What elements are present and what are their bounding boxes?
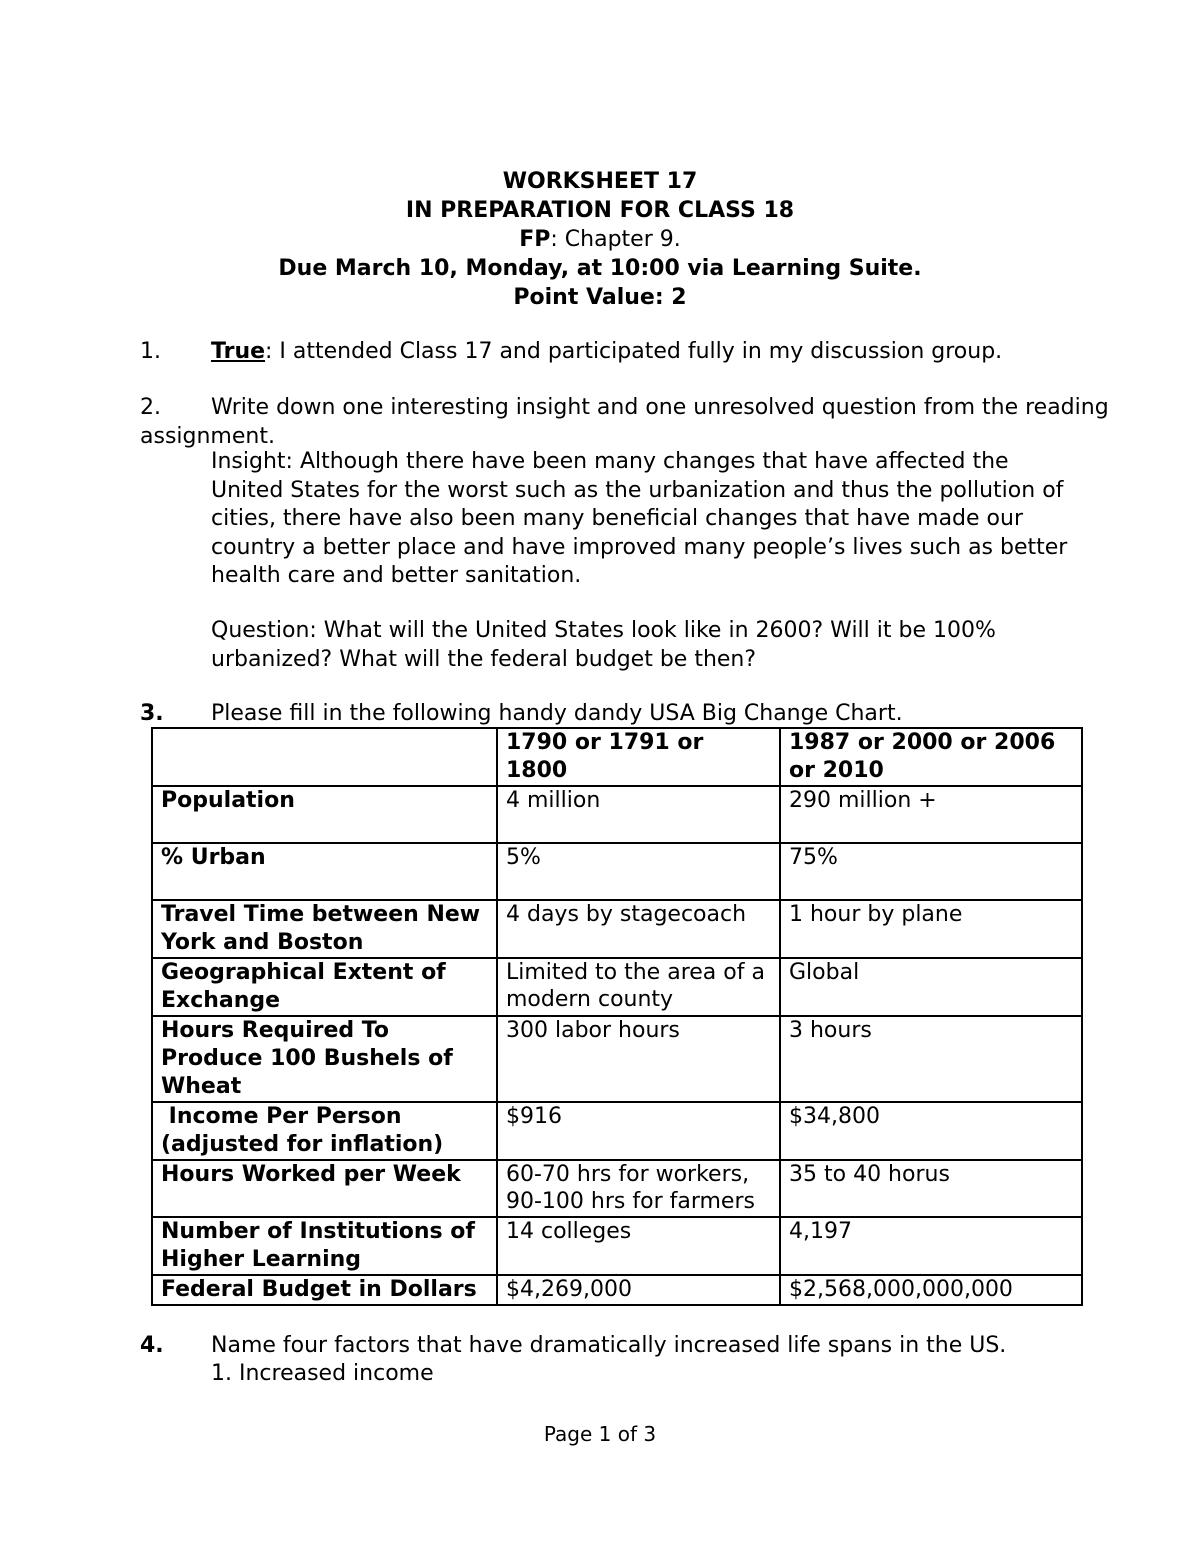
row-value-b: 290 million + — [780, 786, 1082, 843]
row-label: % Urban — [152, 843, 497, 900]
table-row — [152, 1016, 1082, 1102]
q4-prompt: Name four factors that have dramatically increased life spans in the US. — [211, 1333, 1007, 1358]
q2-question: Question: What will the United States look like in 2600? Will it be 100% urbanized? What will the federal budget be then? — [211, 618, 996, 672]
row-label: Number of Institutions of Higher Learning — [152, 1217, 497, 1275]
due-date: Due March 10, Monday, at 10:00 via Learning Suite. — [278, 256, 922, 281]
table-row — [152, 958, 1082, 1016]
worksheet-title: WORKSHEET 17 — [502, 169, 698, 194]
fp-label: FP — [519, 227, 551, 252]
table-header-empty — [152, 728, 497, 786]
row-value-b: 1 hour by plane — [780, 900, 1082, 958]
q4-number: 4. — [140, 1333, 164, 1358]
row-value-a: 4 days by stagecoach — [497, 900, 780, 958]
row-value-b: 3 hours — [780, 1016, 1082, 1102]
q1-true-label: True — [211, 339, 266, 364]
row-label: Federal Budget in Dollars — [152, 1275, 497, 1305]
row-value-a: 60-70 hrs for workers, 90-100 hrs for farmers — [497, 1160, 780, 1217]
point-value: Point Value: 2 — [513, 285, 687, 310]
row-value-a: 5% — [497, 843, 780, 900]
row-value-a: $4,269,000 — [497, 1275, 780, 1305]
table-row — [152, 900, 1082, 958]
row-label: Geographical Extent of Exchange — [152, 958, 497, 1016]
table-row — [152, 843, 1082, 900]
table-header-row — [152, 728, 1082, 786]
row-value-a: $916 — [497, 1102, 780, 1160]
table-row — [152, 1102, 1082, 1160]
q2-prompt-line1: Write down one interesting insight and one unresolved question from the reading — [211, 395, 1109, 420]
row-value-a: 300 labor hours — [497, 1016, 780, 1102]
table-row — [152, 1217, 1082, 1275]
row-label: Hours Worked per Week — [152, 1160, 497, 1217]
q2-prompt-line2: assignment. — [140, 424, 275, 449]
row-value-a: 4 million — [497, 786, 780, 843]
fp-text: : Chapter 9. — [550, 227, 681, 252]
row-label: Hours Required To Produce 100 Bushels of Wheat — [152, 1016, 497, 1102]
table-row — [152, 1275, 1082, 1305]
row-label: Travel Time between New York and Boston — [152, 900, 497, 958]
table-header-col2: 1987 or 2000 or 2006 or 2010 — [780, 728, 1082, 786]
big-change-chart — [151, 727, 1083, 1306]
row-value-b: 35 to 40 horus — [780, 1160, 1082, 1217]
row-value-a: 14 colleges — [497, 1217, 780, 1275]
q1-statement: : I attended Class 17 and participated fully in my discussion group. — [265, 339, 1003, 364]
q4-answer-1: 1. Increased income — [211, 1361, 434, 1386]
q3-number: 3. — [140, 701, 164, 726]
q2-insight: Insight: Although there have been many changes that have affected the United States for the worst such as the urbanization and thus the pollution of cities, there have also been many beneficial changes that have made our country a better place and have improved many people’s lives such as better health care and better sanitation. — [211, 449, 1068, 588]
row-value-b: Global — [780, 958, 1082, 1016]
row-value-b: $34,800 — [780, 1102, 1082, 1160]
q3-prompt: Please fill in the following handy dandy USA Big Change Chart. — [211, 701, 903, 726]
q1-text — [211, 337, 1002, 366]
worksheet-subtitle: IN PREPARATION FOR CLASS 18 — [405, 198, 795, 223]
row-label: Income Per Person (adjusted for inflation) — [152, 1102, 497, 1160]
row-value-b: 75% — [780, 843, 1082, 900]
page-number: Page 1 of 3 — [543, 1422, 657, 1446]
q1-number: 1. — [140, 339, 161, 364]
row-value-b: $2,568,000,000,000 — [780, 1275, 1082, 1305]
reading-line — [0, 225, 1200, 254]
table-header-col1: 1790 or 1791 or 1800 — [497, 728, 780, 786]
row-value-b: 4,197 — [780, 1217, 1082, 1275]
row-label: Population — [152, 786, 497, 843]
table-row — [152, 786, 1082, 843]
row-value-a: Limited to the area of a modern county — [497, 958, 780, 1016]
q2-number: 2. — [140, 395, 161, 420]
table-row — [152, 1160, 1082, 1217]
